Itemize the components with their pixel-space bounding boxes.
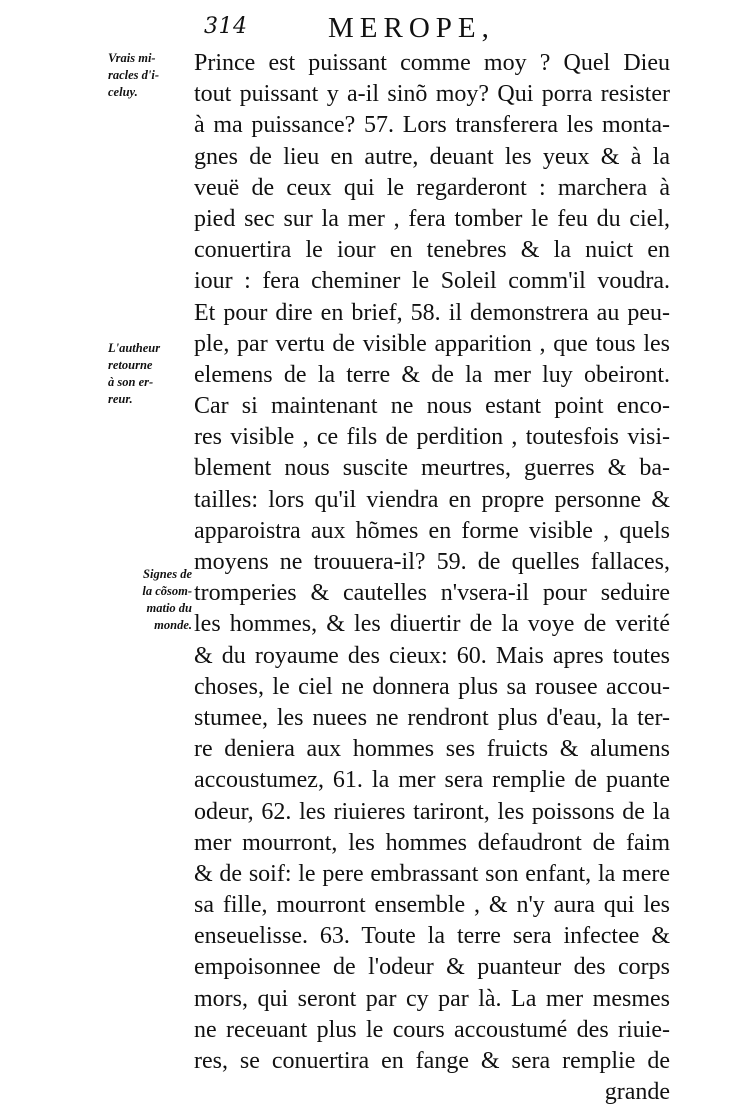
margin-note-line: reur. [108,392,133,406]
text-line: empoisonnee de l'odeur & puanteur des corps [194,954,670,981]
text-line: iour : fera cheminer le Soleil comm'il voudra. [194,268,670,295]
margin-note-author [108,340,192,408]
text-line: ple, par vertu de visible apparition , que tous les [194,330,670,357]
text-line: enseuelisse. 63. Toute la terre sera infectee & [194,923,670,950]
running-title: MEROPE, [328,12,495,44]
text-line: tromperies & cautelles n'vsera-il pour seduire [194,580,670,607]
text-line: res visible , ce fils de perdition , toutesfois visi- [194,424,670,451]
page-number: 314 [204,14,248,39]
margin-note-line: à son er- [108,375,154,389]
margin-note-line: racles d'i- [108,68,160,82]
text-line: & du royaume des cieux: 60. Mais apres toutes [194,642,670,669]
margin-note-line: L'autheur [108,341,161,355]
text-line: re deniera aux hommes ses fruicts & alumens [194,736,670,763]
text-line: odeur, 62. les riuieres tariront, les poissons de la [194,798,670,825]
text-line: les hommes, & les diuertir de la voye de verité [194,611,670,638]
margin-note-miracles [108,50,192,101]
text-line: mer mourront, les hommes defaudront de faim [194,829,670,856]
margin-note-line: celuy. [108,85,138,99]
text-line: elemens de la terre & de la mer luy obeiront. [194,361,670,388]
text-line: ne receuant plus le cours accoustumé des riuie- [194,1016,670,1043]
text-line: tailles: lors qu'il viendra en propre personne & [194,486,670,513]
text-line: moyens ne trouuera-il? 59. de quelles fallaces, [194,549,670,575]
margin-note-line: Vrais mi- [108,51,156,65]
text-line: blement nous suscite meurtres, guerres & ba- [194,455,670,482]
text-line: sa fille, mourront ensemble , & n'y aura qui les [194,892,670,919]
text-line: conuertira le iour en tenebres & la nuict en [194,237,670,264]
margin-note-signs [108,566,192,634]
text-line: Prince est puissant comme moy ? Quel Dieu [194,50,670,76]
text-line: Car si maintenant ne nous estant point enco- [194,393,670,420]
text-line: choses, le ciel ne donnera plus sa rousee accou- [194,673,670,700]
text-line: stumee, les nuees ne rendront plus d'eau, la ter- [194,704,670,731]
margin-note-line: la cõsom- [142,584,192,598]
text-line: accoustumez, 61. la mer sera remplie de puante [194,767,670,794]
margin-note-line: retourne [108,358,153,372]
catchword: grande [604,1079,670,1106]
margin-note-line: monde. [154,618,192,632]
text-line: gnes de lieu en autre, deuant les yeux & à la [194,143,670,170]
text-line: à ma puissance? 57. Lors transferera les monta- [194,112,670,139]
text-line: veuë de ceux qui le regarderont : marchera à [194,174,670,201]
text-line: apparoistra aux hõmes en forme visible , quels [194,517,670,544]
body-text [194,48,670,1108]
text-line: mors, qui seront par cy par là. La mer mesmes [194,985,670,1012]
text-line: pied sec sur la mer , fera tomber le feu du ciel, [194,205,670,232]
text-line: res, se conuertira en fange & sera remplie de [194,1048,670,1074]
text-line: tout puissant y a-il sinõ moy? Qui porra resister [194,81,670,108]
margin-note-line: Signes de [143,567,192,581]
text-line: Et pour dire en brief, 58. il demonstrera au peu- [194,299,670,326]
text-line: & de soif: le pere embrassant son enfant, la mere [194,860,670,887]
margin-note-line: matio du [146,601,192,615]
